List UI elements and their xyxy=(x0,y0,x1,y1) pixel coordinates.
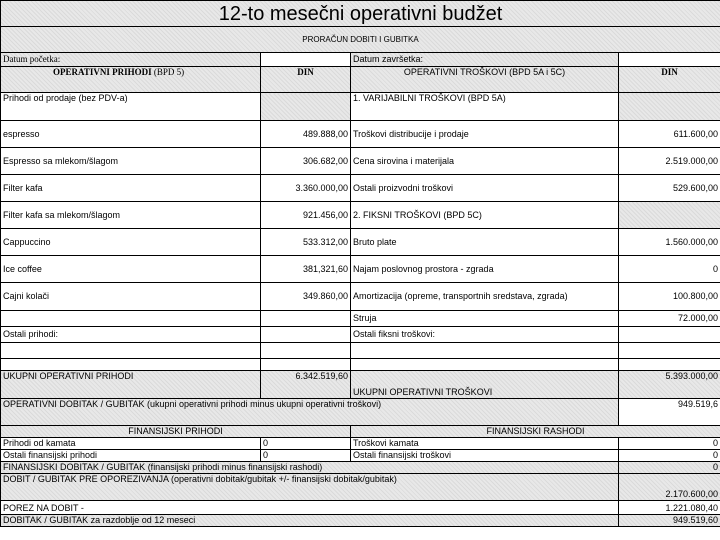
table-row xyxy=(1,202,720,229)
page-title: 12-to mesečni operativni budžet xyxy=(1,1,720,27)
income-item-value[interactable]: 349.860,00 xyxy=(261,283,351,311)
cost-item-value[interactable]: 0 xyxy=(619,256,720,283)
income-item-label: Filter kafa xyxy=(1,175,261,202)
pretax-label: DOBIT / GUBITAK PRE OPOREZIVANJA (operativni dobitak/gubitak +/- finansijski dobitak/gubitak) xyxy=(1,474,619,501)
cost-item-value[interactable]: 1.560.000,00 xyxy=(619,229,720,256)
start-date-label: Datum početka: xyxy=(1,53,261,67)
cost-item-label: Struja xyxy=(351,311,619,327)
table-row xyxy=(1,148,720,175)
income-item-value[interactable]: 3.360.000,00 xyxy=(261,175,351,202)
table-row xyxy=(1,229,720,256)
table-row xyxy=(1,256,720,283)
interest-costs-value[interactable]: 0 xyxy=(619,438,720,450)
income-item-value[interactable]: 381,321,60 xyxy=(261,256,351,283)
operating-profit-value: 949.519,6 xyxy=(619,399,720,426)
table-row xyxy=(1,311,720,327)
period-value: 949.519,60 xyxy=(619,515,720,527)
tax-label: POREZ NA DOBIT - xyxy=(1,501,619,515)
total-costs-value: 5.393.000,00 xyxy=(619,371,720,399)
income-item-value[interactable]: 921.456,00 xyxy=(261,202,351,229)
costs-header: OPERATIVNI TROŠKOVI (BPD 5A i 5C) xyxy=(351,67,619,93)
cost-item-value[interactable]: 72.000,00 xyxy=(619,311,720,327)
variable-costs-label: 1. VARIJABILNI TROŠKOVI (BPD 5A) xyxy=(351,93,619,121)
interest-costs-label: Troškovi kamata xyxy=(351,438,619,450)
tax-value: 1.221.080,40 xyxy=(619,501,720,515)
financial-profit-value: 0 xyxy=(619,462,720,474)
cost-item-label: Amortizacija (opreme, transportnih sredstava, zgrada) xyxy=(351,283,619,311)
income-item-label: Ice coffee xyxy=(1,256,261,283)
cost-item-label: Bruto plate xyxy=(351,229,619,256)
income-item-label: Cajni kolači xyxy=(1,283,261,311)
financial-profit-label: FINANSIJSKI DOBITAK / GUBITAK (finansijski prihodi minus finansijski rashodi) xyxy=(1,462,619,474)
income-item-label: Espresso sa mlekom/šlagom xyxy=(1,148,261,175)
total-income-label: UKUPNI OPERATIVNI PRIHODI xyxy=(1,371,261,399)
income-currency: DIN xyxy=(261,67,351,93)
fixed-costs-label: 2. FIKSNI TROŠKOVI (BPD 5C) xyxy=(351,202,619,229)
income-header-ref: (BPD 5) xyxy=(153,67,185,77)
income-item-value[interactable]: 533.312,00 xyxy=(261,229,351,256)
income-item-label: Cappuccino xyxy=(1,229,261,256)
costs-currency: DIN xyxy=(619,67,720,93)
page-subtitle: PRORAČUN DOBITI I GUBITKA xyxy=(1,27,720,53)
interest-income-value[interactable]: 0 xyxy=(261,438,351,450)
total-costs-label: UKUPNI OPERATIVNI TROŠKOVI xyxy=(351,371,619,399)
other-income-label: Ostali prihodi: xyxy=(1,327,261,343)
other-fixed-label: Ostali fiksni troškovi: xyxy=(351,327,619,343)
other-financial-income-value[interactable]: 0 xyxy=(261,450,351,462)
table-row xyxy=(1,175,720,202)
income-header-title: OPERATIVNI PRIHODI xyxy=(53,67,152,77)
income-header xyxy=(1,67,261,93)
other-financial-income-label: Ostali finansijski prihodi xyxy=(1,450,261,462)
end-date-value[interactable] xyxy=(619,53,720,67)
cost-item-value[interactable]: 611.600,00 xyxy=(619,121,720,148)
other-financial-costs-label: Ostali finansijski troškovi xyxy=(351,450,619,462)
sales-income-label: Prihodi od prodaje (bez PDV-a) xyxy=(1,93,261,121)
cost-item-label: Ostali proizvodni troškovi xyxy=(351,175,619,202)
pretax-value: 2.170.600,00 xyxy=(619,474,720,501)
income-item-label: espresso xyxy=(1,121,261,148)
start-date-value[interactable] xyxy=(261,53,351,67)
income-item-value[interactable]: 489.888,00 xyxy=(261,121,351,148)
financial-income-header: FINANSIJSKI PRIHODI xyxy=(1,426,351,438)
cost-item-value[interactable]: 2.519.000,00 xyxy=(619,148,720,175)
cost-item-label: Cena sirovina i materijala xyxy=(351,148,619,175)
other-financial-costs-value[interactable]: 0 xyxy=(619,450,720,462)
cost-item-value[interactable]: 529.600,00 xyxy=(619,175,720,202)
end-date-label: Datum završetka: xyxy=(351,53,619,67)
income-item-value[interactable]: 306.682,00 xyxy=(261,148,351,175)
cost-item-value[interactable]: 100.800,00 xyxy=(619,283,720,311)
operating-profit-label: OPERATIVNI DOBITAK / GUBITAK (ukupni operativni prihodi minus ukupni operativni troškovi) xyxy=(1,399,619,426)
financial-expenses-header: FINANSIJSKI RASHODI xyxy=(351,426,720,438)
table-row xyxy=(1,283,720,311)
total-income-value: 6.342.519,60 xyxy=(261,371,351,399)
table-row xyxy=(1,121,720,148)
period-label: DOBITAK / GUBITAK za razdoblje od 12 meseci xyxy=(1,515,619,527)
table-row xyxy=(1,327,720,343)
cost-item-label: Najam poslovnog prostora - zgrada xyxy=(351,256,619,283)
income-item-label: Filter kafa sa mlekom/šlagom xyxy=(1,202,261,229)
interest-income-label: Prihodi od kamata xyxy=(1,438,261,450)
cost-item-label: Troškovi distribucije i prodaje xyxy=(351,121,619,148)
